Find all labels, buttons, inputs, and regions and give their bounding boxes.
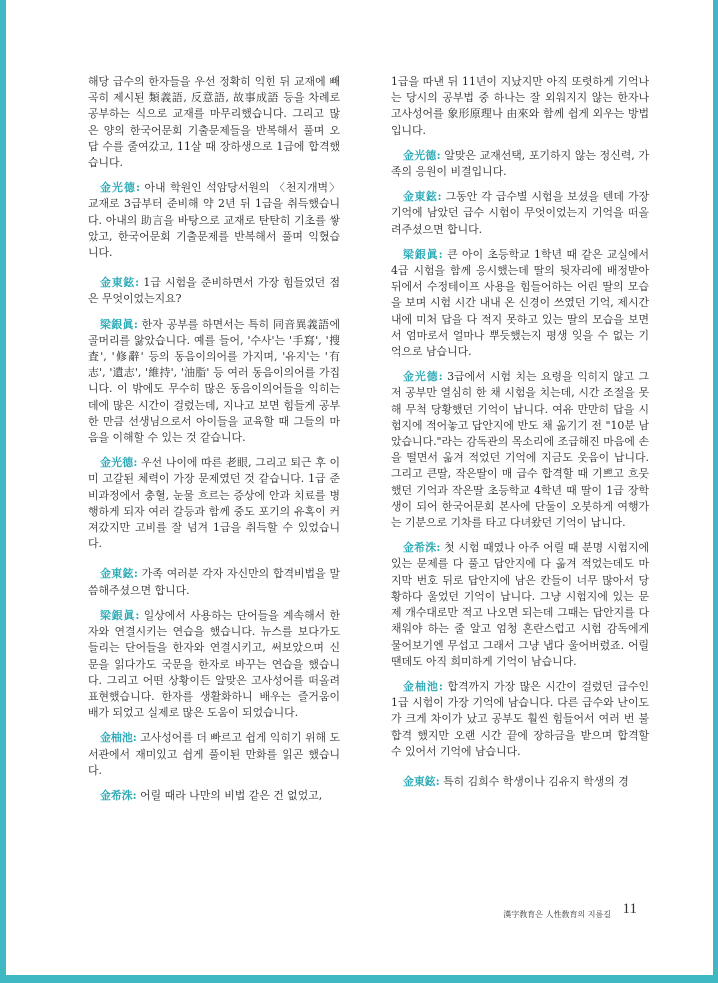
speaker-label: 金光德:	[403, 370, 443, 384]
right-column	[391, 74, 649, 790]
speaker-label: 金柚池:	[403, 679, 443, 693]
paragraph: 金光德: 우선 나이에 따른 老眼, 그리고 퇴근 후 이미 고갈된 체력이 가장 문제였던 것 같습니다. 1급 준비과정에서 충혈, 눈물 흐르는 증상에 안과 치료를 병행하게 되자 여러 갈등과 함께 중도 포기의 유혹이 커져갔지만 고비를 잘 넘겨 1급을 취득할 수 있었습니다.	[88, 456, 340, 551]
speaker-label: 梁銀眞:	[403, 247, 443, 261]
footer-tagline: 漢字敎育은 人性敎育의 지름길	[503, 910, 611, 919]
paragraph: 金柚池: 합격까지 가장 많은 시간이 걸렸던 급수인 1급 시험이 가장 기억에 남습니다. 다른 급수와 난이도가 크게 차이가 났고 공부도 훨씬 힘들어서 여러 번 불합격 했지만 오랜 시간 끝에 장하금을 받으며 합격할 수 있어서 기억에 남습니다.	[391, 679, 649, 758]
paragraph: 金希洙: 어릴 때라 나만의 비법 같은 건 없었고,	[88, 788, 340, 804]
paragraph: 해당 급수의 한자들을 우선 정확히 익힌 뒤 교재에 빼곡히 제시된 類義語, 反意語, 故事成語 등을 차례로 공부하는 식으로 교재를 마무리했습니다. 그리고 많은 양의 한국어문회 기출문제들을 반복해서 풀며 오답 수를 줄여갔고, 11살 때 장하생으로 1급에 합격했습니다.	[88, 75, 340, 170]
speaker-label: 梁銀眞:	[100, 608, 140, 622]
paragraph: 金東鉉: 특히 김희수 학생이나 김유지 학생의 경	[391, 774, 649, 790]
speaker-label: 金光德:	[100, 456, 138, 470]
paragraph: 金光德: 아내 학원인 석암당서원의 〈천지개벽〉 교재로 3급부터 준비해 약 2년 뒤 1급을 취득했습니다. 아내의 助言을 바탕으로 교재로 탄탄히 기초를 쌓았고, 한국어문회 기출문제를 반복해서 풀며 익혔습니다.	[88, 181, 340, 260]
paragraph: 金東鉉: 1급 시험을 준비하면서 가장 힘들었던 점은 무엇이었는지요?	[88, 276, 340, 306]
paragraph: 梁銀眞: 큰 아이 초등학교 1학년 때 같은 교실에서 4급 시험을 함께 응시했는데 딸의 뒷자리에 배정받아 뒤에서 수정테이프 사용을 힘들어하는 어린 딸의 모습을 보며 시험 시간 내내 온 신경이 쓰였던 기억, 제시간 내에 미처 답을 다 적지 못하고 있는 딸의 모습을 보면서 엄마로서 얼마나 뿌듯했는지 평생 잊을 수 없는 기억으로 남습니다.	[391, 247, 649, 359]
speaker-label: 金希洙:	[100, 788, 137, 802]
paragraph: 金希洙: 첫 시험 때였나 아주 어릴 때 분명 시험지에 있는 문제를 다 풀고 답안지에 다 옮겨 적었는데도 마지막 번호 뒤로 답안지에 남은 칸들이 너무 많아서 당황하다 울었던 기억이 납니다. 그냥 시험지에 있는 문제 개수대로만 적고 나오면 되는데 그때는 답안지를 다 채워야 하는 줄 알고 엄청 혼란스럽고 시험 감독에게 물어보기엔 무섭고 그래서 그냥 냅다 울어버렸죠. 어릴 땐데도 아직 희미하게 기억이 남습니다.	[391, 541, 649, 668]
speaker-label: 金希洙:	[403, 541, 441, 555]
paragraph: 金東鉉: 가족 여러분 각자 자신만의 합격비법을 말씀해주셨으면 합니다.	[88, 567, 340, 597]
paragraph: 1급을 따낸 뒤 11년이 지났지만 아직 또렷하게 기억나는 당시의 공부법 중 하나는 잘 외워지지 않는 한자나 고사성어를 象形原理나 由來와 함께 쉽게 외우는 방법입니다.	[391, 75, 649, 137]
paragraph: 金光德: 3급에서 시험 치는 요령을 익히지 않고 그저 공부만 열심히 한 채 시험을 치는데, 시간 조절을 못해 무척 당황했던 기억이 납니다. 여유 만만히 답을 시험지에 적어놓고 답안지에 반도 채 옮기기 전 "10분 남았습니다."라는 감독관의 목소리에 조급해진 마음에 손을 떨면서 옮겨 적었던 기억에 지금도 웃음이 납니다. 그리고 큰딸, 작은딸이 매 급수 합격할 때 기쁘고 흐뭇했던 기억과 작은딸 초등학교 4학년 때 딸이 1급 장학생이 되어 한국어문회 본사에 단둘이 오붓하게 여행가는 기분으로 기차를 타고 다녀왔던 기억이 납니다.	[391, 370, 649, 530]
speaker-label: 金東鉉:	[100, 276, 140, 290]
speaker-label: 金東鉉:	[403, 774, 440, 788]
speaker-label: 金光德:	[100, 181, 140, 195]
paragraph: 金東鉉: 그동안 각 급수별 시험을 보셨을 텐데 가장 기억에 남았던 급수 시험이 무엇이었는지 기억을 떠올려주셨으면 합니다.	[391, 190, 649, 236]
paragraph: 金光德: 알맞은 교재선택, 포기하지 않는 정신력, 가족의 응원이 비결입니다.	[391, 148, 649, 179]
paragraph: 金柚池: 고사성어를 더 빠르고 쉽게 익히기 위해 도서관에서 재미있고 쉽게 풀이된 만화를 읽곤 했습니다.	[88, 731, 340, 777]
speaker-label: 金光德:	[403, 148, 441, 162]
page-number: 11	[622, 901, 637, 917]
speaker-label: 金東鉉:	[100, 567, 138, 581]
speaker-label: 金柚池:	[100, 731, 137, 745]
left-column	[88, 74, 340, 804]
paragraph: 梁銀眞: 일상에서 사용하는 단어들을 계속해서 한자와 연결시키는 연습을 했습니다. 뉴스를 보다가도 들리는 단어들을 한자와 연결시키고, 써보았으며 신문을 읽다가도 국문을 한자로 바꾸는 연습을 했습니다. 그리고 어떤 상황이든 알맞은 고사성어를 떠올려 표현했습니다. 한자를 생활화하니 배우는 즐거움이 배가 되었고 실제로 많은 도움이 되었습니다.	[88, 608, 340, 720]
paragraph: 梁銀眞: 한자 공부를 하면서는 특히 同音異義語에 골머리를 앓았습니다. 예를 들어, '수사'는 '手寫', '搜査', '修辭' 등의 동음이의어를 가지며, '유지'는 '有志', '遺志', '維持', '油脂' 등 여러 동음이의어를 가집니다. 이 밖에도 무수히 많은 동음이의어들을 익히는 데에 많은 시간이 걸렸는데, 지나고 보면 힘들게 공부한 만큼 선생님으로서 아이들을 교육할 때 그들의 마음을 이해할 수 있는 것 같습니다.	[88, 317, 340, 445]
speaker-label: 金東鉉:	[403, 190, 442, 204]
speaker-label: 梁銀眞:	[100, 317, 138, 331]
